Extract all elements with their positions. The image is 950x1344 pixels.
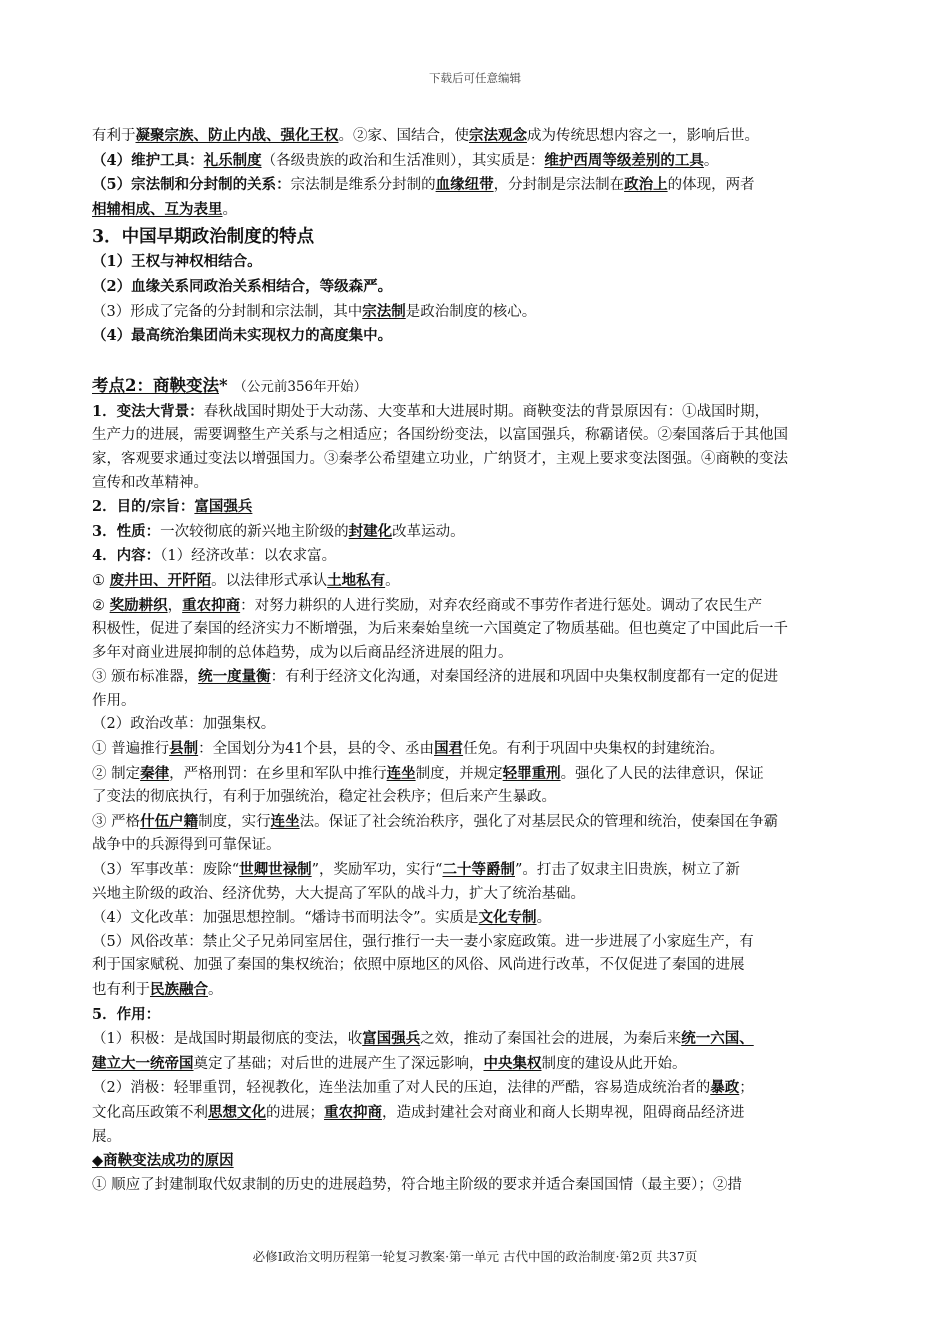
keyword: 国君 <box>434 740 464 758</box>
text: 的进展； <box>266 1104 324 1121</box>
text: 。强化了人民的法律意识，保证 <box>560 765 764 782</box>
keyword: 统一六国、 <box>681 1030 754 1048</box>
keyword: 文化专制 <box>478 909 537 927</box>
paragraph-line: 家，客观要求通过变法以增强国力。③秦孝公希望建立功业，广纳贤才，主观上要求变法图强。④商鞅的变法 <box>92 450 788 467</box>
text: ：对努力耕织的人进行奖励，对弃农经商或不事劳作者进行惩处。调动了农民生产 <box>240 597 763 614</box>
paragraph-line <box>92 1027 868 1052</box>
text: ③ 颁布标准器， <box>92 669 199 686</box>
text: 文化高压政策不利 <box>92 1104 208 1121</box>
kaodian-note: （公元前356年开始） <box>233 378 368 395</box>
keyword: 重农抑商 <box>182 596 241 614</box>
paragraph-line <box>92 810 868 835</box>
paragraph-line <box>92 149 868 174</box>
keyword: 政治上 <box>624 176 668 194</box>
paragraph-line <box>92 569 868 594</box>
item-heading: 4．内容： <box>92 547 161 565</box>
paragraph-line: 宣传和改革精神。 <box>92 474 208 491</box>
text: 春秋战国时期处于大动荡、大变革和大进展时期。商鞅变法的背景原因有：①战国时期， <box>203 403 770 420</box>
text: ”。打击了奴隶主旧贵族，树立了新 <box>514 862 740 879</box>
kaodian-heading <box>92 373 868 400</box>
text: 制度的建设从此开始。 <box>541 1055 687 1072</box>
keyword: 礼乐制度 <box>203 151 262 169</box>
paragraph-line: 利于国家赋税、加强了秦国的集权统治；依照中原地区的风俗、风尚进行改革，不仅促进了秦国的进展 <box>92 957 745 974</box>
text: 一次较彻底的新兴地主阶级的 <box>160 523 349 540</box>
paragraph-line: （5）风俗改革：禁止父子兄弟同室居住，强行推行一夫一妻小家庭政策。进一步进展了小家庭生产，有 <box>92 933 754 950</box>
text: ； <box>739 1080 754 1097</box>
keyword: 县制 <box>169 740 199 758</box>
text: 法。保证了社会统治秩序，强化了对基层民众的管理和统治，使秦国在争霸 <box>299 813 779 830</box>
paragraph-line <box>92 978 868 1003</box>
text: ”，奖励军功，实行“ <box>311 862 443 879</box>
text: 也有利于 <box>92 982 150 998</box>
keyword: 相辅相成、互为表里 <box>92 200 223 218</box>
keyword: 秦律 <box>140 764 170 782</box>
paragraph-line <box>92 1101 868 1126</box>
paragraph-line <box>92 1149 868 1174</box>
text: 。 <box>222 201 237 218</box>
keyword: 中央集权 <box>483 1054 542 1072</box>
keyword: 维护西周等级差别的工具 <box>544 151 704 169</box>
paragraph-line <box>92 1003 868 1028</box>
text: ① <box>92 572 110 589</box>
star-mark: * <box>218 375 228 395</box>
list-item <box>92 275 868 300</box>
keyword: 连坐 <box>386 764 416 782</box>
item-heading: （4）维护工具： <box>92 151 204 169</box>
keyword: 民族融合 <box>150 981 208 998</box>
text: 。 <box>703 152 719 169</box>
paragraph-line: 生产力的进展，需要调整生产关系与之相适应；各国纷纷变法，以富国强兵，称霸诸侯。②秦国落后于其他国 <box>92 427 788 444</box>
keyword: 连坐 <box>270 812 300 830</box>
paragraph-line: 展。 <box>92 1128 121 1145</box>
text: ② <box>92 597 110 614</box>
keyword: 土地私有 <box>327 571 386 589</box>
keyword: 奖励耕织 <box>109 596 168 614</box>
paragraph-line <box>92 173 868 198</box>
text: （1）王权与神权相结合。 <box>92 253 262 271</box>
paragraph-line <box>92 124 868 149</box>
text: ② 制定 <box>92 765 141 782</box>
text: 制度，并规定 <box>415 765 503 782</box>
item-heading: 5．作用： <box>92 1005 161 1023</box>
keyword: 什伍户籍 <box>140 812 199 830</box>
keyword: 富国强兵 <box>362 1030 421 1048</box>
page-header-watermark: 下载后可任意编辑 <box>429 71 521 85</box>
paragraph-line: （2）政治改革：加强集权。 <box>92 716 276 733</box>
paragraph-line <box>92 594 868 619</box>
text: 。以法律形式承认 <box>211 572 328 589</box>
paragraph-line: ① 顺应了封建制取代奴隶制的历史的进展趋势，符合地主阶级的要求并适合秦国国情（最主要）；②措 <box>92 1176 742 1193</box>
section-heading: 3．中国早期政治制度的特点 <box>92 227 315 248</box>
keyword: 建立大一统帝国 <box>92 1054 194 1072</box>
paragraph-line <box>92 520 868 545</box>
keyword: 封建化 <box>348 522 393 540</box>
keyword: 血缘纽带 <box>435 176 494 194</box>
keyword: 宗法观念 <box>469 127 527 144</box>
paragraph-line <box>92 906 868 931</box>
page-footer: 必修Ⅰ政治文明历程第一轮复习教案·第一单元 古代中国的政治制度·第2页 共37页 <box>252 1249 698 1264</box>
item-heading: 1．变法大背景： <box>92 402 204 420</box>
keyword: 废井田、开阡陌 <box>109 571 212 589</box>
text: （4）文化改革：加强思想控制。“燔诗书而明法令”。实质是 <box>92 910 479 927</box>
paragraph-line <box>92 665 868 690</box>
keyword: 富国强兵 <box>194 498 253 516</box>
paragraph-line <box>92 544 868 569</box>
paragraph-line <box>92 198 868 223</box>
keyword: 轻罪重刑 <box>502 764 561 782</box>
list-item <box>92 250 868 275</box>
list-item <box>92 300 868 325</box>
paragraph-line <box>92 762 868 787</box>
keyword: 重农抑商 <box>324 1103 382 1121</box>
text: （3）形成了完备的分封制和宗法制，其中 <box>92 303 363 320</box>
keyword: 凝聚宗族、防止内战、强化王权 <box>135 127 339 144</box>
text: （3）军事改革：废除“ <box>92 862 240 879</box>
list-item <box>92 324 868 349</box>
paragraph-line: 了变法的彻底执行，有利于加强统治，稳定社会秩序；但后来产生暴政。 <box>92 789 556 806</box>
document-body <box>92 124 868 1197</box>
text: 是政治制度的核心。 <box>405 303 537 320</box>
text: ，分封制是宗法制在 <box>493 177 625 194</box>
text: 任免。有利于巩固中央集权的封建统治。 <box>463 741 725 758</box>
text: （各级贵族的政治和生活准则），其实质是： <box>261 152 545 169</box>
paragraph-line: 积极性，促进了秦国的经济实力不断增强，为后来秦始皇统一六国奠定了物质基础。但也奠定了中国此后一千 <box>92 621 788 638</box>
text: （1）积极：是战国时期最彻底的变法，收 <box>92 1031 363 1048</box>
kaodian-title: 考点2：商鞅变法 <box>92 375 219 395</box>
text: 之效，推动了秦国社会的进展，为秦后来 <box>420 1031 682 1048</box>
text: ③ 严格 <box>92 813 141 830</box>
text: 的体现，两者 <box>667 177 755 194</box>
text: 有利于 <box>92 128 136 144</box>
paragraph-line: 作用。 <box>92 692 136 709</box>
text: 。 <box>536 910 552 927</box>
text: ：全国划分为41个县，县的令、丞由 <box>198 741 435 758</box>
text: （1）经济改革：以农求富。 <box>160 548 337 565</box>
spacer <box>92 349 868 373</box>
paragraph-line <box>92 1052 868 1077</box>
text: 成为传统思想内容之一，影响后世。 <box>527 128 759 144</box>
text: （4）最高统治集团尚未实现权力的高度集中。 <box>92 327 393 345</box>
text: 。 <box>385 572 400 589</box>
item-heading: （5）宗法制和分封制的关系： <box>92 176 291 194</box>
paragraph-line: 多年对商业进展抑制的总体趋势，成为以后商品经济进展的阻力。 <box>92 644 513 661</box>
keyword: 思想文化 <box>208 1103 266 1121</box>
keyword: 二十等爵制 <box>442 861 515 879</box>
text: 。②家、国结合，使 <box>338 128 469 144</box>
text: 奠定了基础；对后世的进展产生了深远影响， <box>193 1055 484 1072</box>
keyword: 暴政 <box>710 1079 740 1097</box>
text: 制度，实行 <box>198 813 271 830</box>
text: ：有利于经济文化沟通，对秦国经济的进展和巩固中央集权制度都有一定的促进 <box>270 669 779 686</box>
item-heading: 2．目的/宗旨： <box>92 498 195 516</box>
text: ① 普遍推行 <box>92 741 170 758</box>
paragraph-line <box>92 495 868 520</box>
paragraph-line: 兴地主阶级的政治、经济优势，大大提高了军队的战斗力，扩大了统治基础。 <box>92 885 585 902</box>
text: （2）消极：轻罪重罚，轻视教化，连坐法加重了对人民的压迫，法律的严酷，容易造成统治者的 <box>92 1080 711 1097</box>
text: 。 <box>208 982 223 998</box>
keyword: 统一度量衡 <box>198 668 271 686</box>
paragraph-line <box>92 1076 868 1101</box>
item-heading: 3．性质： <box>92 522 161 540</box>
text: （2）血缘关系同政治关系相结合，等级森严。 <box>92 277 393 295</box>
paragraph-line <box>92 737 868 762</box>
text: ，严格刑罚：在乡里和军队中推行 <box>169 765 387 782</box>
text: 改革运动。 <box>392 523 465 540</box>
paragraph-line <box>92 858 868 883</box>
subheading: ◆商鞅变法成功的原因 <box>92 1152 234 1170</box>
text: ， <box>167 597 183 614</box>
keyword: 宗法制 <box>362 302 406 320</box>
text: ，造成封建社会对商业和商人长期卑视，阻碍商品经济进 <box>382 1104 745 1121</box>
paragraph-line <box>92 400 868 425</box>
keyword: 世卿世禄制 <box>239 861 312 879</box>
text: 宗法制是维系分封制的 <box>290 177 436 194</box>
paragraph-line: 战争中的兵源得到可靠保证。 <box>92 837 281 854</box>
